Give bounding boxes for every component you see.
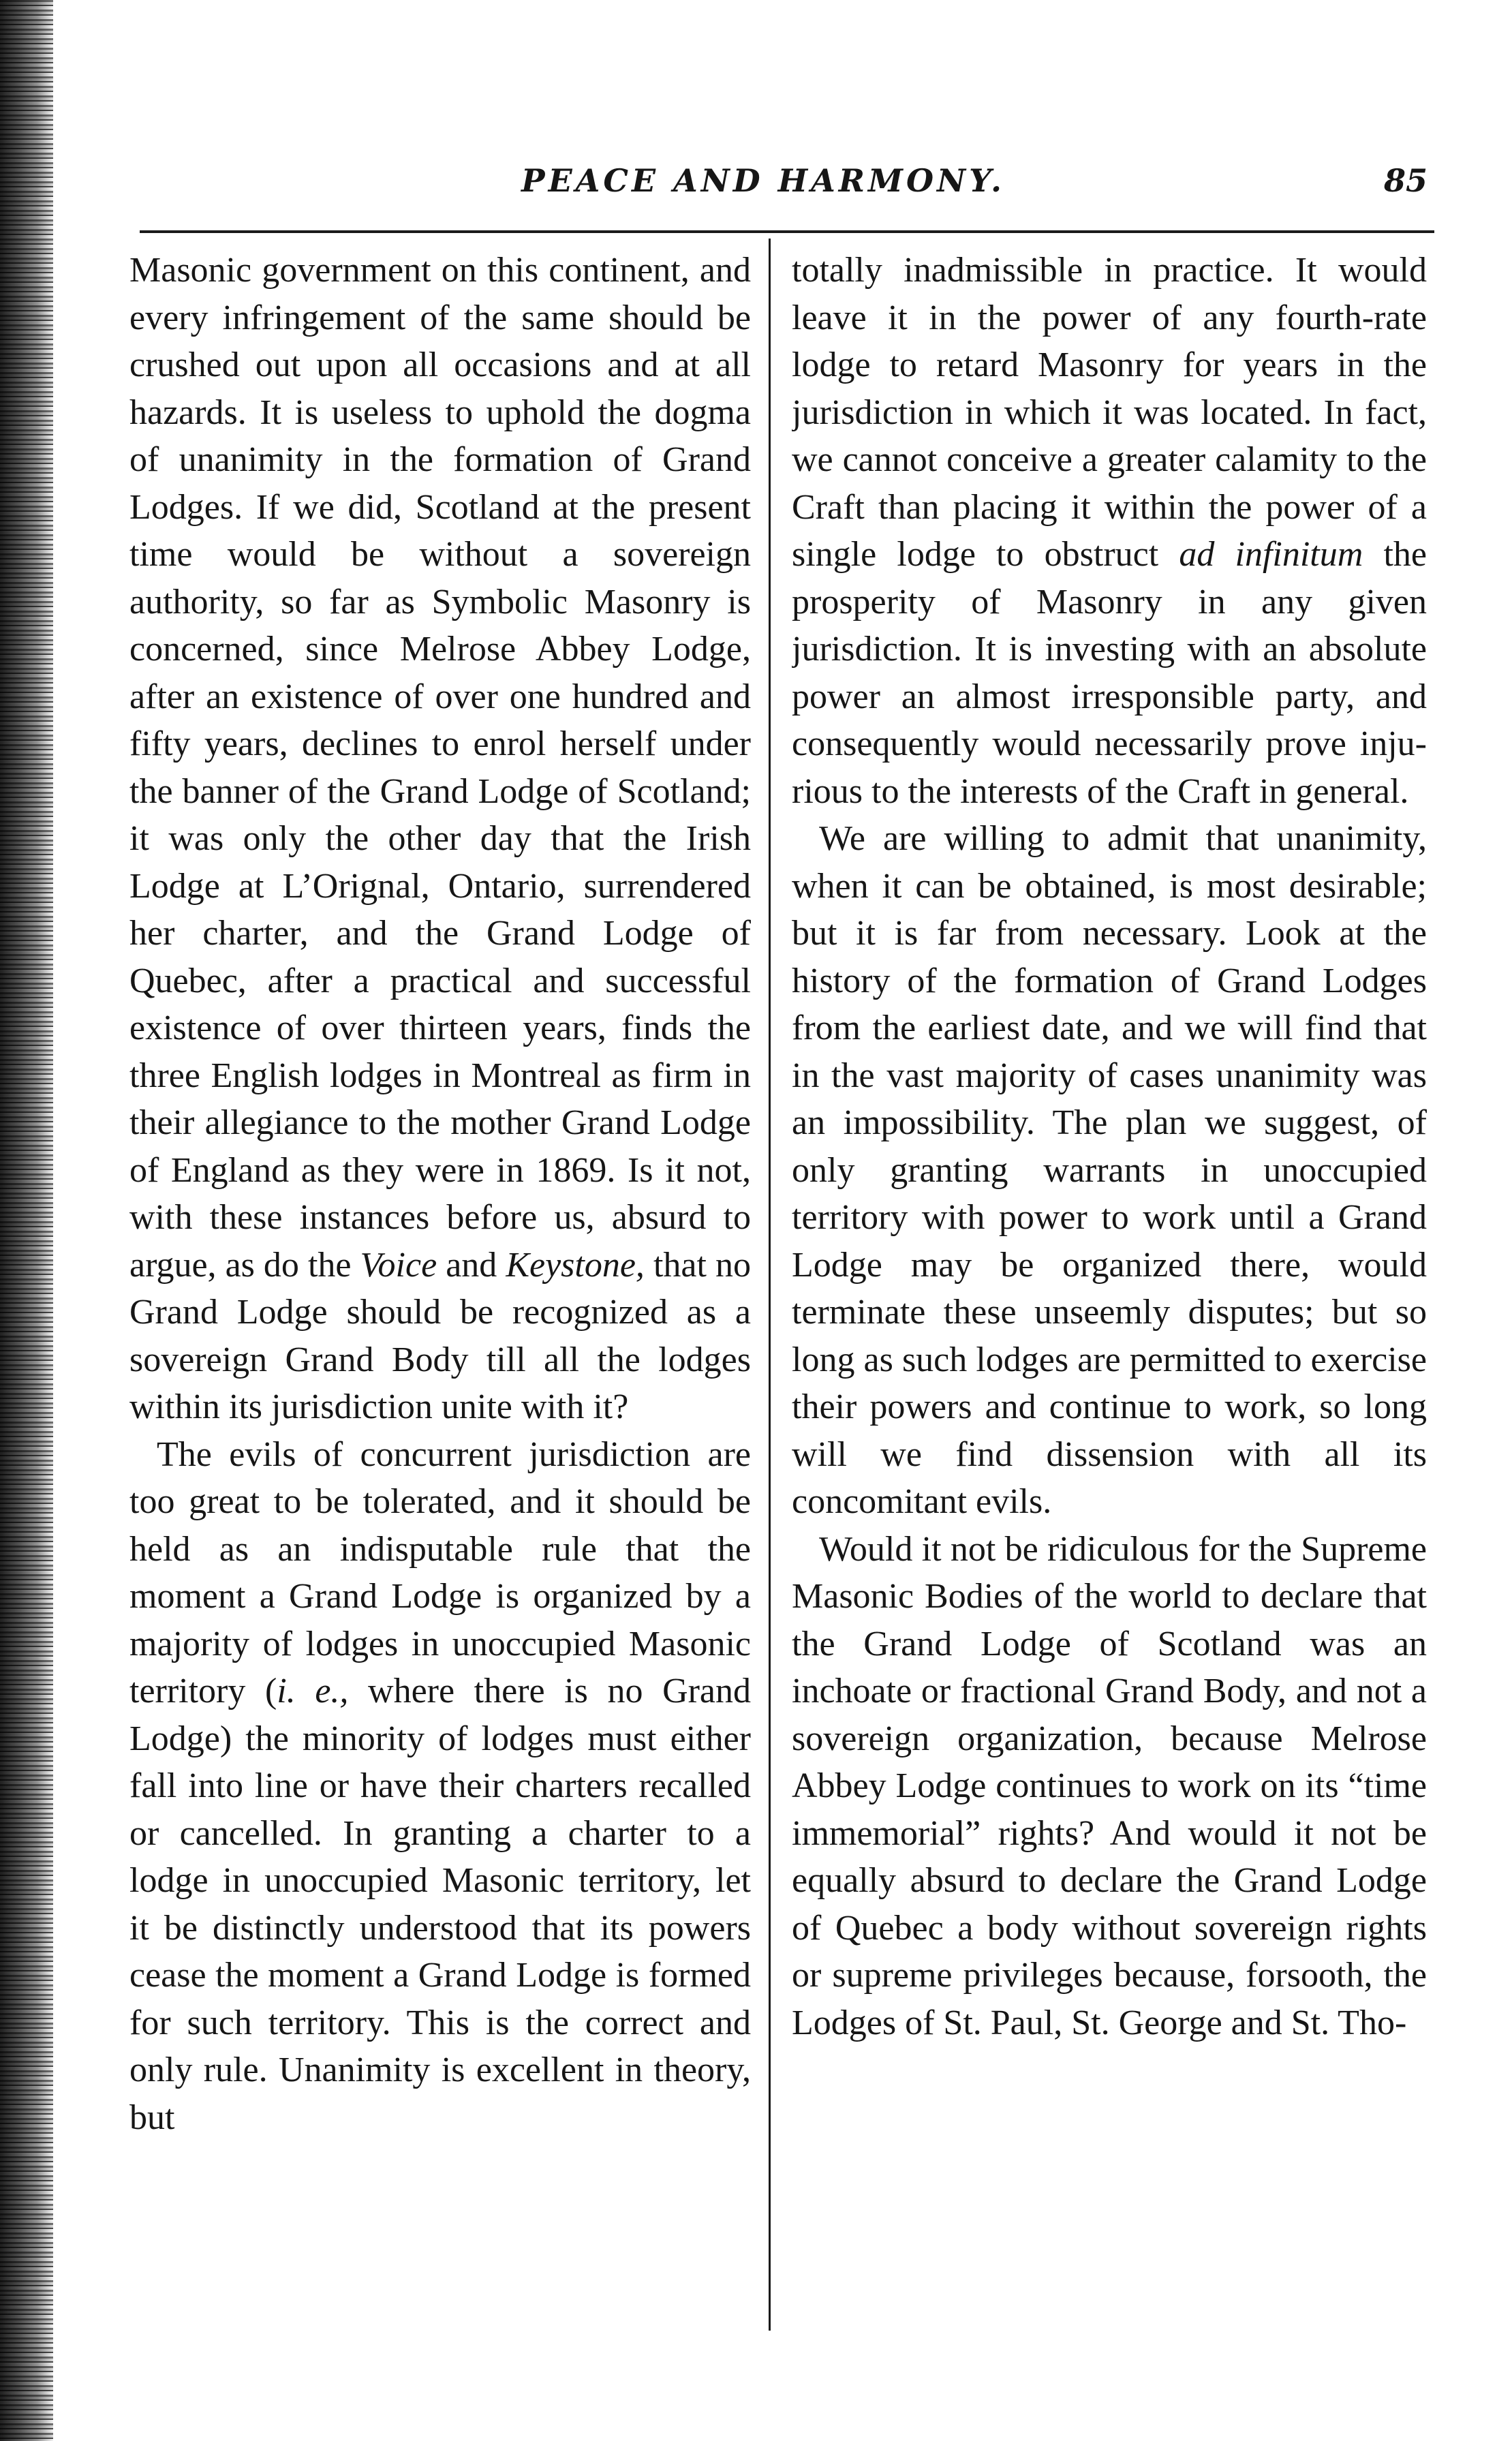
paragraph: We are willing to admit that unanimity, when it can be obtained, is most desirable; but it is far from necessary. Look at the history of the formation of Grand Lodges from the earliest date, and we will find that in the vast majority of cases unanimity was an impossibility. The plan we suggest, of only granting warrants in unoccupied territory with power to work until a Grand Lodge may be organized there, would terminate these unseemly disputes; but so long as such lodges are permitted to exercise their powers and continue to work, so long will we find dissension with all its concomitant evils. — [792, 819, 1427, 1521]
page-header — [0, 157, 1512, 211]
paragraph: Masonic government on this continent, and every infringement of the same should be crushed out upon all occasions and at all hazards. It is useless to uphold the dogma of unanimity in the formation of Grand Lodges. If we did, Scotland at the present time would be without a sovereign authority, so far as Symbolic Masonry is concerned, since Melrose Abbey Lodge, after an existence of over one hundred and fifty years, declines to enrol herself under the banner of the Grand Lodge of Scotland; it was only the other day that the Irish Lodge at L’Orignal, Ontario, surrendered her charter, and the Grand Lodge of Quebec, after a practical and successful existence of over thirteen years, finds the three English lodges in Montreal as firm in their allegiance to the mother Grand Lodge of England as they were in 1869. Is it not, with these instances before us, absurd to argue, as do the Voice and Keystone, that no Grand Lodge should be recognized as a sovereign Grand Body till all the lodges within its jurisdiction unite with it? — [129, 251, 751, 1426]
column-divider — [769, 239, 771, 2331]
right-column — [792, 247, 1427, 2332]
italic-text: ad infinitum — [1179, 535, 1363, 574]
italic-text: Voice — [360, 1245, 437, 1285]
italic-text: i. e., — [277, 1672, 349, 1710]
paragraph: Would it not be ridiculous for the Supreme Masonic Bodies of the world to declare that the Grand Lodge of Scotland was an inchoate or fractional Grand Body, and not a sovereign organization, because Melrose Abbey Lodge continues to work on its “time immemorial” rights? And would it not be equally absurd to declare the Grand Lodge of Quebec a body without sovereign rights or supreme privileges because, forsooth, the Lodges of St. Paul, St. George and St. Tho- — [792, 1529, 1427, 2042]
paragraph: The evils of concurrent jurisdiction are too great to be tolerated, and it should be held as an indisputable rule that the moment a Grand Lodge is organized by a majority of lodges in unoccupied Masonic territory (i. e., where there is no Grand Lodge) the minority of lodges must either fall into line or have their charters recalled or cancelled. In granting a charter to a lodge in unoccupied Masonic territory, let it be distinctly understood that its powers cease the moment a Grand Lodge is formed for such territory. This is the correct and only rule. Unanimity is excellent in theory, but — [129, 1434, 751, 2137]
running-title: PEACE AND HARMONY. — [521, 162, 1005, 199]
page-number: 85 — [1383, 162, 1428, 199]
binding-edge — [0, 0, 53, 2441]
paragraph: totally inadmissible in practice. It would leave it in the power of any fourth-rate lodge to retard Masonry for years in the jurisdiction in which it was located. In fact, we cannot conceive a greater calamity to the Craft than placing it within the power of a single lodge to obstruct ad infinitum the prosperity of Masonry in any given jurisdiction. It is investing with an absolute power an almost irresponsible party, and consequently would necessarily prove injurious to the interests of the Craft in general. — [792, 251, 1427, 811]
italic-text: Keystone, — [506, 1245, 645, 1285]
left-column — [129, 247, 751, 2332]
header-rule — [140, 230, 1434, 233]
